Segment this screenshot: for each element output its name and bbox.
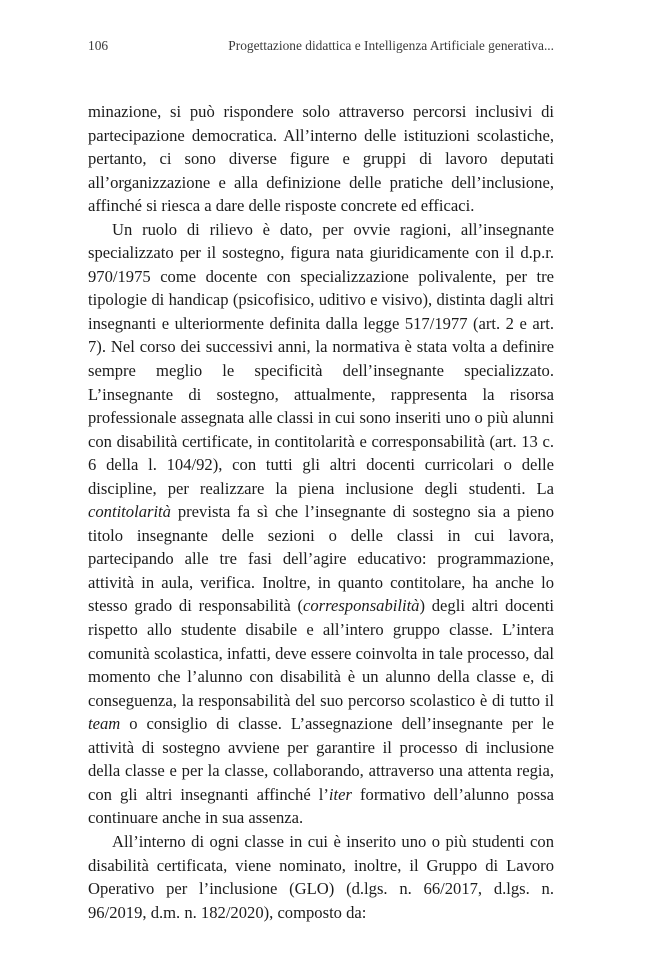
- term-iter: iter: [328, 784, 352, 804]
- paragraph-2-part-2: prevista fa sì che l’insegnante di sostegno sia a pieno titolo insegnante delle sezioni o delle classi in cui lavora, partecipando alle tre fasi dell’agire educativo: programmazione, attività in aula, verifica. Inoltre, in quanto contitolare, ha anche lo stesso grado di responsabilità (: [88, 502, 554, 616]
- running-title: Progettazione didattica e Intelligenza Artificiale generativa...: [228, 38, 554, 53]
- paragraph-1: minazione, si può rispondere solo attraverso percorsi inclusivi di partecipazione democratica. All’interno delle istituzioni scolastiche, pertanto, ci sono diverse figure e gruppi di lavoro deputati all’organizzazione e alla definizione delle pratiche dell’inclusione, affinché si riesca a dare delle risposte concrete ed efficaci.: [88, 102, 554, 216]
- paragraph-2: [88, 218, 554, 830]
- page-number: 106: [88, 38, 109, 53]
- term-contitolarita: contitolarità: [88, 502, 171, 522]
- body-text: [88, 100, 554, 924]
- term-team: team: [88, 714, 121, 734]
- paragraph-2-part-1: Un ruolo di rilievo è dato, per ovvie ragioni, all’insegnante specializzato per il sostegno, figura nata giuridicamente con il d.p.r. 970/1975 come docente con specializzazione polivalente, per tre tipologie di handicap (psicofisico, uditivo e visivo), distinta dagli altri insegnanti e ulteriormente definita dalla legge 517/1977 (art. 2 e art. 7). Nel corso dei successivi anni, la normativa è stata volta a definire sempre meglio le specificità dell’insegnante specializzato. L’insegnante di sostegno, attualmente, rappresenta la risorsa professionale assegnata alle classi in cui sono inseriti uno o più alunni con disabilità certificate, in contitolarità e corresponsabilità (art. 13 c. 6 della l. 104/92), con tutti gli altri docenti curricolari o delle discipline, per realizzare la piena inclusione degli studenti. La: [88, 219, 554, 498]
- paragraph-2-part-3: ) degli altri docenti rispetto allo studente disabile e all’intero gruppo classe. L’intera comunità scolastica, infatti, deve essere coinvolta in tale processo, dal momento che l’alunno con disabilità è un alunno della classe e, di conseguenza, la responsabilità del suo percorso scolastico è di tutto il: [88, 596, 554, 710]
- paragraph-2-part-5: formativo dell’alunno possa continuare anche in sua assenza.: [88, 784, 554, 828]
- paragraph-2-part-4: o consiglio di classe. L’assegnazione dell’insegnante per le attività di sostegno avviene per garantire il processo di inclusione della classe e per la classe, collaborando, attraverso una attenta regia, con gli altri insegnanti affinché l’: [88, 714, 554, 804]
- paragraph-3: All’interno di ogni classe in cui è inserito uno o più studenti con disabilità certificata, viene nominato, inoltre, il Gruppo di Lavoro Operativo per l’inclusione (GLO) (d.lgs. n. 66/2017, d.lgs. n. 96/2019, d.m. n. 182/2020), composto da:: [88, 831, 554, 922]
- running-header: [88, 38, 554, 54]
- term-corresponsabilita: corresponsabilità: [303, 596, 420, 616]
